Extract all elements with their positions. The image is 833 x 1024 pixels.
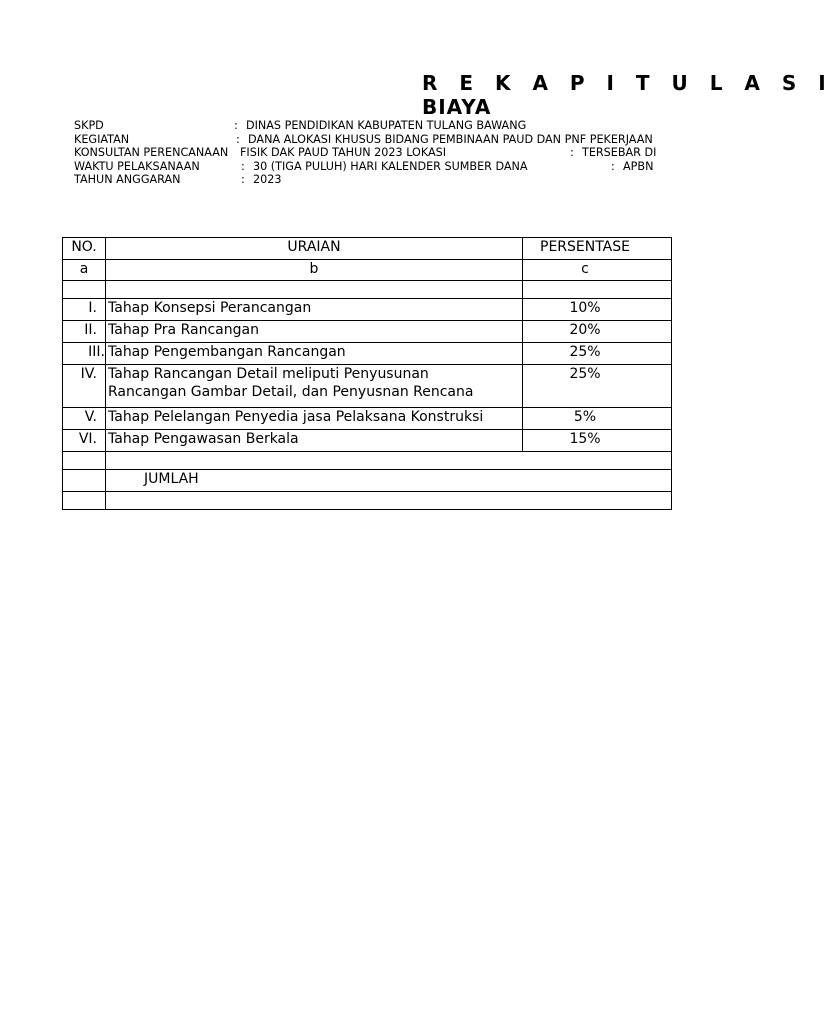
- table-row: [63, 343, 672, 365]
- row-uraian: Tahap Pengawasan Berkala: [106, 430, 523, 452]
- row-uraian-line2: Rancangan Gambar Detail, dan Penyusnan Rencana: [108, 384, 474, 400]
- meta-kegiatan-label: KEGIATAN: [74, 133, 130, 146]
- meta-kegiatan-value: DANA ALOKASI KHUSUS BIDANG PEMBINAAN PAUD DAN PNF PEKERJAAN: [248, 133, 653, 146]
- header-no: NO.: [63, 238, 106, 260]
- empty-cell: [106, 452, 672, 470]
- meta-waktu-label: WAKTU PELAKSANAAN: [74, 160, 200, 173]
- rekap-table: [62, 237, 672, 510]
- row-persentase: 5%: [523, 408, 672, 430]
- document-title: R E K A P I T U L A S I: [422, 71, 833, 95]
- row-uraian: Tahap Pelelangan Penyedia jasa Pelaksana Konstruksi: [106, 408, 523, 430]
- subheader-persentase: c: [523, 260, 672, 281]
- row-uraian: Tahap Pra Rancangan: [106, 321, 523, 343]
- empty-cell: [63, 470, 106, 492]
- meta-tahun-value: 2023: [253, 173, 282, 186]
- empty-cell: [63, 452, 106, 470]
- table-row: [63, 299, 672, 321]
- table-spacer-row: [63, 281, 672, 299]
- empty-cell: [106, 492, 672, 510]
- meta-sumber-dana-colon: :: [611, 160, 615, 173]
- jumlah-label: JUMLAH: [106, 470, 672, 492]
- empty-cell: [106, 281, 523, 299]
- header-uraian: URAIAN: [106, 238, 523, 260]
- table-row: [63, 365, 672, 408]
- meta-tahun-colon: :: [241, 173, 245, 186]
- row-uraian: Tahap Pengembangan Rancangan: [106, 343, 523, 365]
- header-persentase: PERSENTASE: [523, 238, 672, 260]
- meta-skpd-value: DINAS PENDIDIKAN KABUPATEN TULANG BAWANG: [246, 119, 527, 132]
- empty-cell: [63, 492, 106, 510]
- row-persentase: 25%: [523, 343, 672, 365]
- meta-konsultan-label: KONSULTAN PERENCANAAN: [74, 146, 229, 159]
- row-no: I.: [63, 299, 106, 321]
- meta-lokasi-value: TERSEBAR DI: [582, 146, 657, 159]
- meta-konsultan-value: FISIK DAK PAUD TAHUN 2023 LOKASI: [240, 146, 447, 159]
- table-row: [63, 430, 672, 452]
- table-spacer-row: [63, 452, 672, 470]
- row-persentase: 10%: [523, 299, 672, 321]
- row-no: IV.: [63, 365, 106, 408]
- table-row: [63, 408, 672, 430]
- row-uraian: [106, 365, 523, 408]
- empty-cell: [63, 281, 106, 299]
- jumlah-row: [63, 470, 672, 492]
- document-title-line2: BIAYA: [422, 95, 492, 119]
- subheader-no: a: [63, 260, 106, 281]
- row-persentase: 20%: [523, 321, 672, 343]
- empty-cell: [523, 281, 672, 299]
- row-persentase: 15%: [523, 430, 672, 452]
- table-spacer-row: [63, 492, 672, 510]
- row-no: II.: [63, 321, 106, 343]
- row-no: VI.: [63, 430, 106, 452]
- meta-skpd-label: SKPD: [74, 119, 104, 132]
- table-header-row: [63, 238, 672, 260]
- meta-waktu-colon: :: [241, 160, 245, 173]
- meta-sumber-dana-value: APBN: [623, 160, 654, 173]
- meta-tahun-label: TAHUN ANGGARAN: [74, 173, 181, 186]
- table-subheader-row: [63, 260, 672, 281]
- row-persentase: 25%: [523, 365, 672, 408]
- meta-lokasi-colon: :: [570, 146, 574, 159]
- subheader-uraian: b: [106, 260, 523, 281]
- row-no: V.: [63, 408, 106, 430]
- meta-skpd-colon: :: [234, 119, 238, 132]
- meta-waktu-value: 30 (TIGA PULUH) HARI KALENDER SUMBER DANA: [253, 160, 528, 173]
- meta-kegiatan-colon: :: [236, 133, 240, 146]
- row-no: III.: [63, 343, 106, 365]
- table-row: [63, 321, 672, 343]
- row-uraian: Tahap Konsepsi Perancangan: [106, 299, 523, 321]
- row-uraian-line1: Tahap Rancangan Detail meliputi Penyusunan: [108, 366, 429, 382]
